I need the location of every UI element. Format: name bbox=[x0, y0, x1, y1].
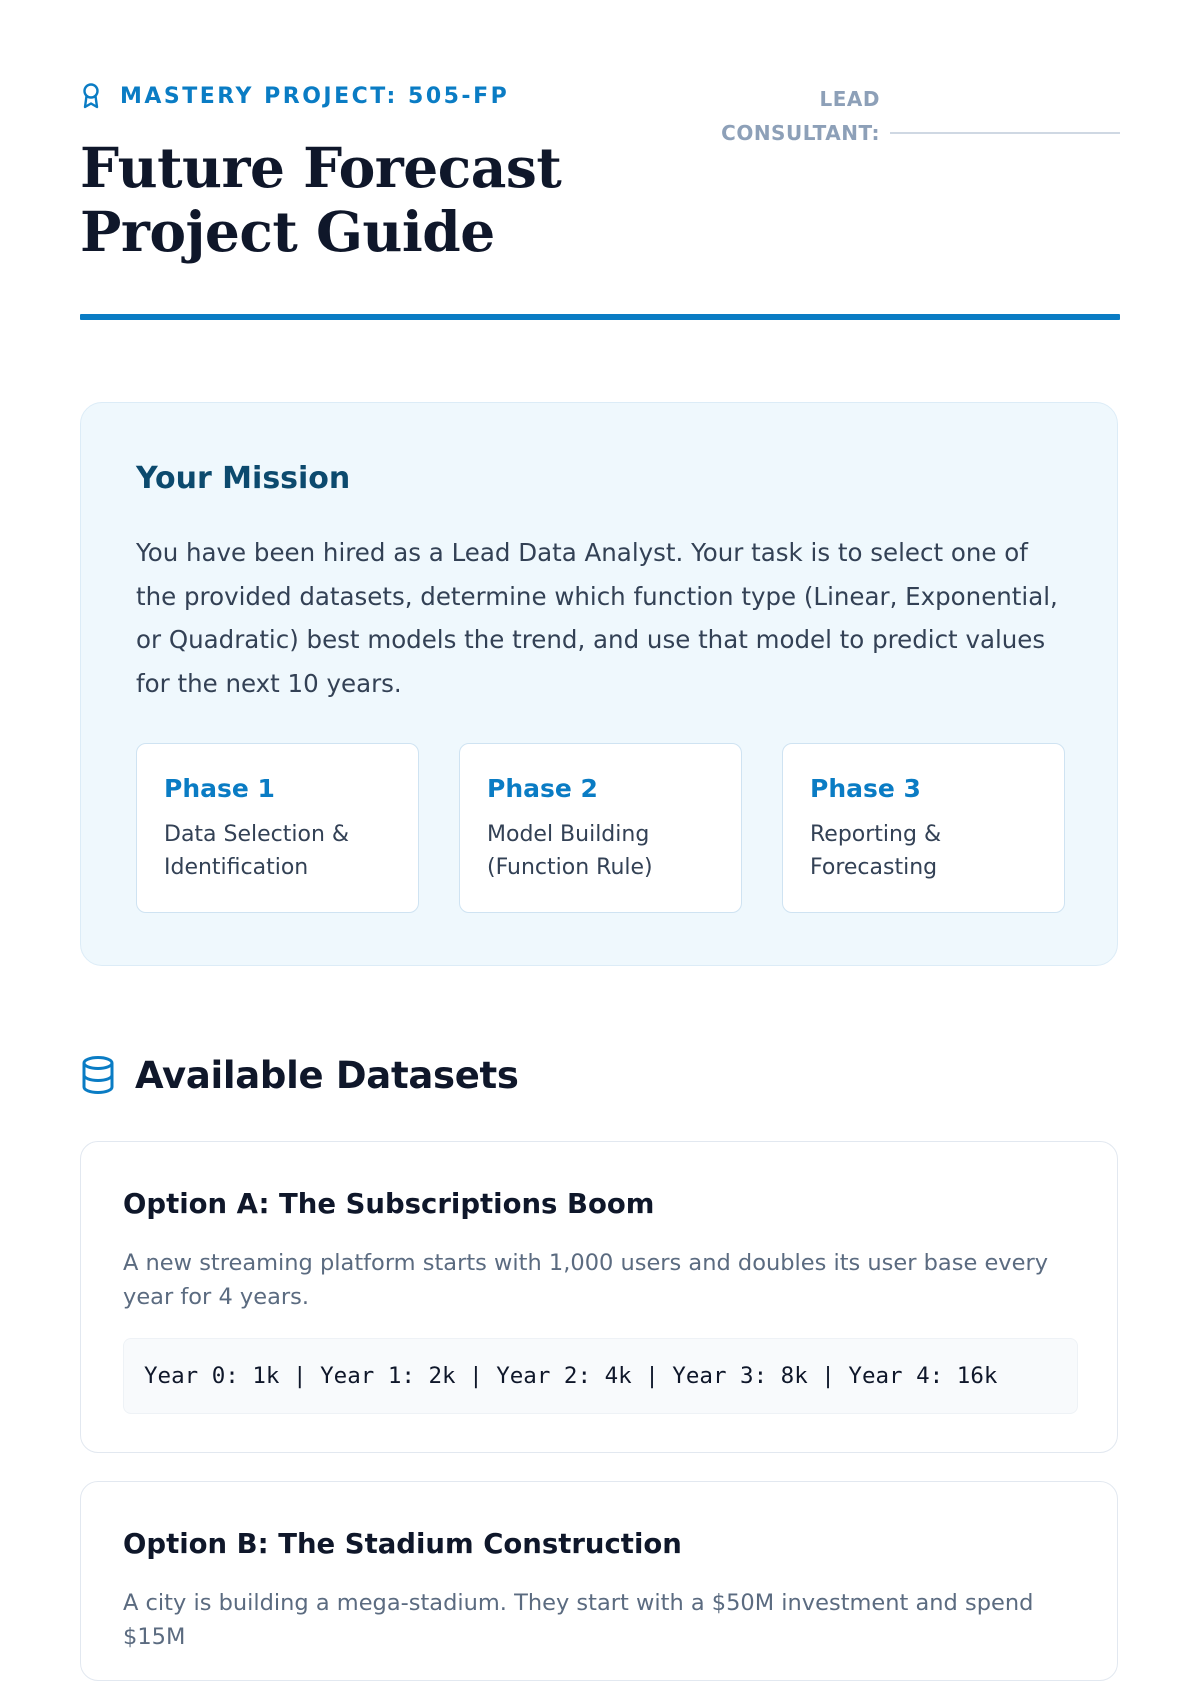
page-title bbox=[80, 136, 1120, 264]
phase-description: Data Selection & Identification bbox=[164, 822, 350, 880]
phase-card-3 bbox=[782, 743, 1065, 913]
phase-card-2 bbox=[459, 743, 742, 913]
mission-text: You have been hired as a Lead Data Analyst. Your task is to select one of the provided datasets, determine which function type (Linear, Exponential, or Quadratic) best models the trend, and use that model to predict values for the next 10 years. bbox=[136, 538, 1058, 698]
database-icon bbox=[80, 1055, 116, 1095]
lead-consultant-label bbox=[680, 82, 880, 150]
header-divider bbox=[80, 314, 1120, 320]
phase-card-1 bbox=[136, 743, 419, 913]
page-title-line-2: Project Guide bbox=[80, 199, 495, 264]
award-ribbon-icon bbox=[80, 82, 102, 110]
lead-label-line-1: LEAD bbox=[819, 87, 880, 111]
lead-label-line-2: CONSULTANT: bbox=[721, 121, 880, 145]
option-description: A city is building a mega-stadium. They start with a $50M investment and spend $15M bbox=[123, 1590, 1034, 1650]
option-title: Option A: The Subscriptions Boom bbox=[123, 1188, 655, 1220]
page-title-line-1: Future Forecast bbox=[80, 135, 562, 200]
phase-description: Model Building (Function Rule) bbox=[487, 822, 653, 880]
phase-description: Reporting & Forecasting bbox=[810, 822, 942, 880]
mission-card bbox=[80, 402, 1118, 966]
phase-title: Phase 3 bbox=[810, 774, 921, 803]
datasets-title: Available Datasets bbox=[135, 1053, 519, 1097]
dataset-option-b[interactable] bbox=[80, 1481, 1118, 1681]
project-tag-label: MASTERY PROJECT: 505-FP bbox=[120, 83, 510, 109]
option-title: Option B: The Stadium Construction bbox=[123, 1528, 682, 1560]
option-description: A new streaming platform starts with 1,000 users and doubles its user base every year for 4 years. bbox=[123, 1250, 1049, 1310]
option-data-sequence: Year 0: 1k | Year 1: 2k | Year 2: 4k | Year 3: 8k | Year 4: 16k bbox=[123, 1338, 1078, 1414]
lead-consultant-signature-line[interactable] bbox=[890, 132, 1120, 134]
phase-title: Phase 1 bbox=[164, 774, 275, 803]
dataset-option-a[interactable] bbox=[80, 1141, 1118, 1453]
page-header bbox=[80, 78, 1120, 318]
datasets-heading bbox=[80, 1050, 519, 1100]
phase-title: Phase 2 bbox=[487, 774, 598, 803]
mission-title: Your Mission bbox=[136, 461, 351, 496]
phase-list bbox=[136, 743, 1066, 913]
lead-consultant-field bbox=[700, 82, 1120, 152]
